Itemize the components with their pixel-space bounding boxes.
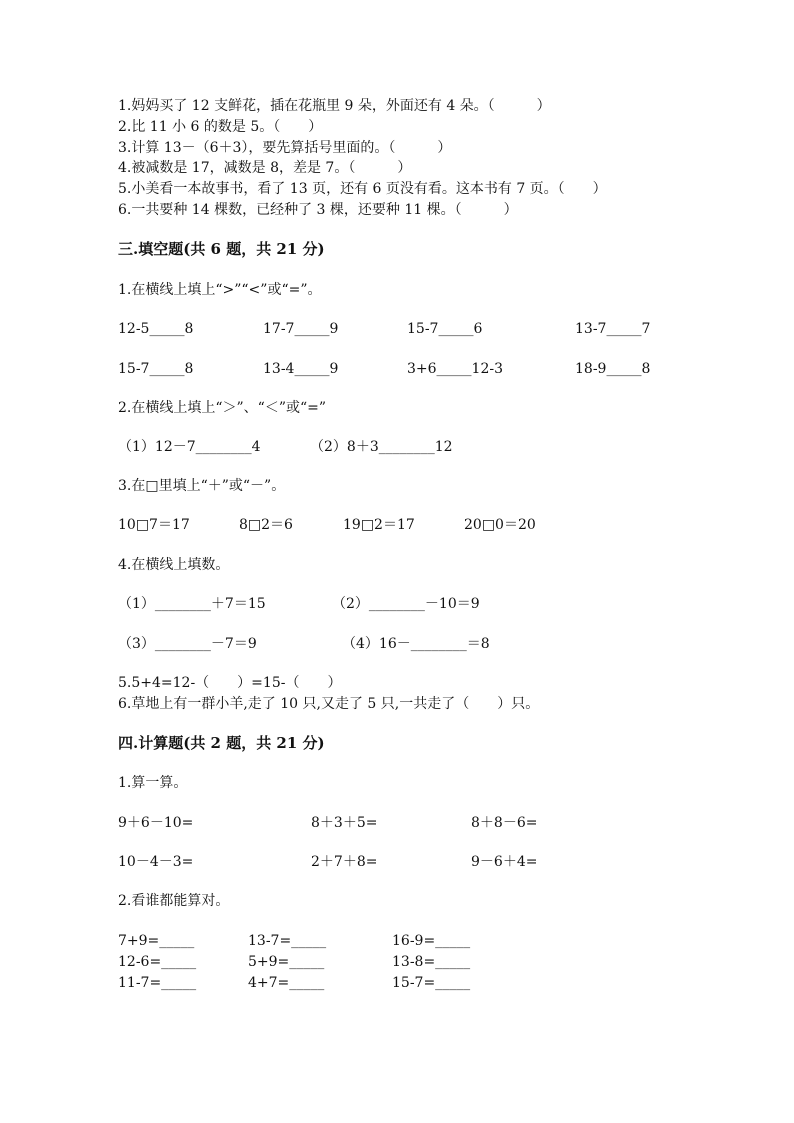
s3-q3-prompt: 3.在□里填上“＋”或“－”。 [118, 478, 286, 494]
section-3-title: 三.填空题(共 6 题，共 21 分) [118, 240, 325, 258]
s4-q1-r2-item-2: 2＋7＋8= [311, 854, 378, 870]
s3-q1-r2-item-3: 3+6_____12-3 [407, 361, 503, 377]
s4-q2-r2-item-1: 12-6=_____ [118, 954, 197, 970]
s3-q5: 5.5+4=12-（ ）=15-（ ） [118, 675, 342, 691]
s3-q1-prompt: 1.在横线上填上“>”“<”或“=”。 [118, 282, 322, 298]
s4-q2-r1-item-2: 13-7=_____ [248, 933, 327, 949]
judge-item-5: 5.小美看一本故事书，看了 13 页，还有 6 页没有看。这本书有 7 页。（ ） [118, 181, 607, 197]
s3-q2-item-1: （1）12－7________4 [118, 439, 261, 455]
s4-q1-r2-item-1: 10－4－3= [118, 854, 194, 870]
s3-q1-r2-item-1: 15-7_____8 [118, 361, 194, 377]
s4-q2-r3-item-2: 4+7=_____ [248, 975, 325, 991]
s3-q1-r1-item-1: 12-5_____8 [118, 321, 194, 337]
judge-item-1: 1.妈妈买了 12 支鲜花，插在花瓶里 9 朵，外面还有 4 朵。（ ） [118, 98, 551, 114]
judge-item-2: 2.比 11 小 6 的数是 5。（ ） [118, 119, 323, 135]
s3-q3-item-4: 20□0＝20 [464, 517, 536, 533]
judge-item-6: 6.一共要种 14 棵数，已经种了 3 棵，还要种 11 棵。（ ） [118, 202, 518, 218]
s4-q1-r1-item-2: 8＋3＋5= [311, 815, 378, 831]
s4-q2-prompt: 2.看谁都能算对。 [118, 893, 230, 909]
s4-q2-r2-item-3: 13-8=_____ [392, 954, 471, 970]
s3-q3-item-3: 19□2＝17 [343, 517, 415, 533]
s4-q1-r2-item-3: 9－6＋4= [471, 854, 538, 870]
s3-q4-r2-item-1: （3）________－7＝9 [118, 636, 257, 652]
s3-q1-r2-item-2: 13-4_____9 [263, 361, 339, 377]
s3-q3-item-2: 8□2＝6 [239, 517, 293, 533]
judge-item-3: 3.计算 13－（6＋3），要先算括号里面的。（ ） [118, 140, 452, 156]
s3-q4-prompt: 4.在横线上填数。 [118, 557, 230, 573]
s3-q4-r2-item-2: （4）16－________＝8 [342, 636, 490, 652]
s4-q1-r1-item-1: 9＋6－10= [118, 815, 194, 831]
s3-q1-r1-item-3: 15-7_____6 [407, 321, 483, 337]
s4-q2-r1-item-1: 7+9=_____ [118, 933, 195, 949]
s3-q2-prompt: 2.在横线上填上“＞”、“＜”或“=” [118, 400, 327, 416]
s4-q1-prompt: 1.算一算。 [118, 775, 188, 791]
s3-q2-item-2: （2）8＋3________12 [310, 439, 453, 455]
s4-q2-r1-item-3: 16-9=_____ [392, 933, 471, 949]
s3-q4-r1-item-1: （1）________＋7＝15 [118, 596, 266, 612]
s4-q2-r3-item-3: 15-7=_____ [392, 975, 471, 991]
s3-q1-r2-item-4: 18-9_____8 [575, 361, 651, 377]
s3-q1-r1-item-4: 13-7_____7 [575, 321, 651, 337]
s4-q2-r2-item-2: 5+9=_____ [248, 954, 325, 970]
s3-q6: 6.草地上有一群小羊,走了 10 只,又走了 5 只,一共走了（ ）只。 [118, 696, 540, 712]
s4-q2-r3-item-1: 11-7=_____ [118, 975, 197, 991]
judge-item-4: 4.被减数是 17，减数是 8，差是 7。（ ） [118, 160, 412, 176]
s3-q4-r1-item-2: （2）________－10＝9 [332, 596, 480, 612]
s3-q1-r1-item-2: 17-7_____9 [263, 321, 339, 337]
s3-q3-item-1: 10□7＝17 [118, 517, 190, 533]
s4-q1-r1-item-3: 8＋8－6= [471, 815, 538, 831]
section-4-title: 四.计算题(共 2 题，共 21 分) [118, 734, 325, 752]
